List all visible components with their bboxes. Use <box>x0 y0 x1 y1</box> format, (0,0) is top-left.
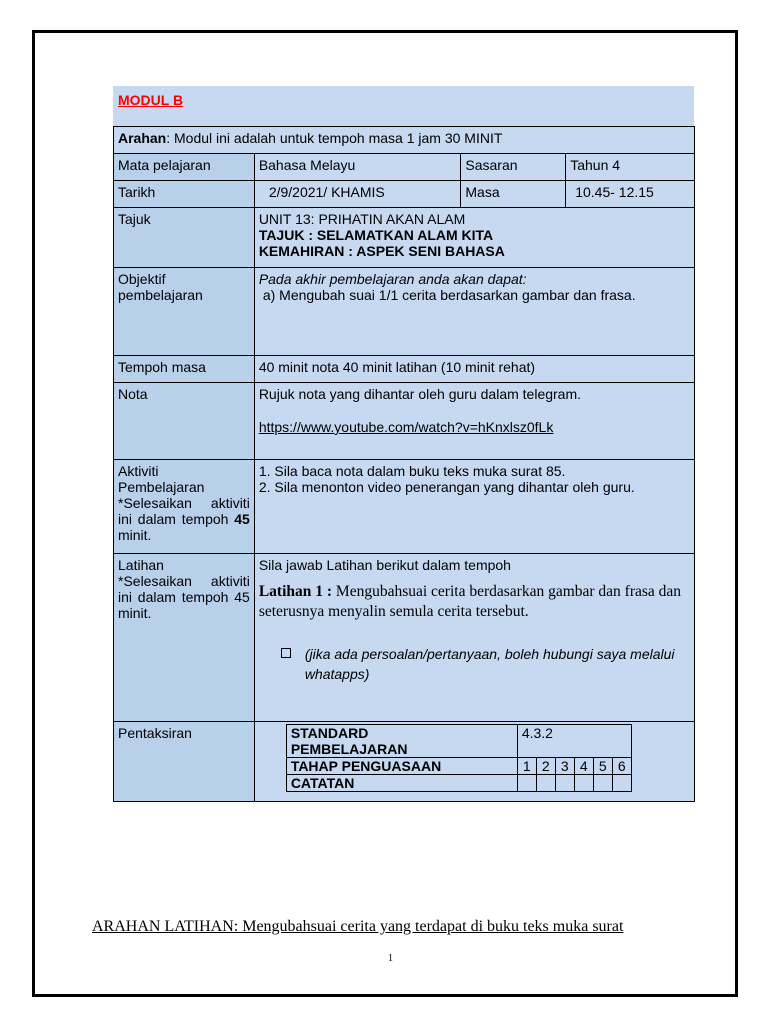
latihan-intro: Sila jawab Latihan berikut dalam tempoh <box>258 557 511 573</box>
module-table <box>113 126 695 802</box>
catatan-row <box>286 775 631 792</box>
tajuk-label: Tajuk <box>114 208 255 268</box>
aktiviti-label-line1: Aktiviti <box>118 463 159 479</box>
latihan-label-note: *Selesaikan aktiviti ini dalam tempoh 45 minit. <box>118 573 250 621</box>
latihan-row <box>114 554 695 722</box>
aktiviti-item: 2. Sila menonton video penerangan yang dihantar oleh guru. <box>258 479 635 495</box>
aktiviti-list <box>259 463 690 495</box>
tarikh-label: Tarikh <box>114 181 255 208</box>
tarikh-row <box>114 181 695 208</box>
mata-pelajaran-value: Bahasa Melayu <box>254 154 461 181</box>
latihan-note-item <box>259 644 690 684</box>
assessment-table <box>286 724 632 792</box>
level-6: 6 <box>612 758 631 775</box>
arahan-label: Arahan <box>118 130 167 146</box>
level-2: 2 <box>536 758 555 775</box>
nota-youtube-link[interactable]: https://www.youtube.com/watch?v=hKnxlsz0fLk <box>258 419 554 435</box>
mata-pelajaran-label: Mata pelajaran <box>114 154 255 181</box>
module-title: MODUL B <box>118 92 184 108</box>
tempoh-masa-label: Tempoh masa <box>114 356 255 383</box>
pentaksiran-row <box>114 722 695 802</box>
tarikh-value: 2/9/2021/ KHAMIS <box>254 181 461 208</box>
arahan-cell <box>114 127 695 154</box>
latihan-note: (jika ada persoalan/pertanyaan, boleh hubungi saya melalui whatapps) <box>304 646 675 682</box>
masa-label: Masa <box>461 181 566 208</box>
latihan-label <box>114 554 255 722</box>
sasaran-value: Tahun 4 <box>566 154 695 181</box>
pentaksiran-label: Pentaksiran <box>114 722 255 802</box>
tajuk-title: TAJUK : SELAMATKAN ALAM KITA <box>258 227 494 243</box>
nota-text: Rujuk nota yang dihantar oleh guru dalam telegram. <box>258 386 582 402</box>
catatan-cell <box>517 775 536 792</box>
aktiviti-label <box>114 460 255 554</box>
catatan-cell <box>593 775 612 792</box>
nota-row <box>114 383 695 460</box>
catatan-cell <box>574 775 593 792</box>
objektif-label-line2: pembelajaran <box>118 287 203 303</box>
module-header <box>113 86 694 126</box>
tajuk-unit: UNIT 13: PRIHATIN AKAN ALAM <box>258 211 466 227</box>
standard-label: STANDARD PEMBELAJARAN <box>286 725 517 758</box>
mata-pelajaran-row <box>114 154 695 181</box>
tajuk-content <box>254 208 694 268</box>
masa-value: 10.45- 12.15 <box>566 181 695 208</box>
standard-value: 4.3.2 <box>517 725 631 758</box>
aktiviti-label-line2: Pembelajaran <box>118 479 205 495</box>
aktiviti-item: 1. Sila baca nota dalam buku teks muka surat 85. <box>258 463 566 479</box>
objektif-row <box>114 268 695 356</box>
page-number: 1 <box>388 953 393 964</box>
aktiviti-label-note: *Selesaikan aktiviti ini dalam tempoh 45 minit. <box>118 495 250 543</box>
objektif-label-line1: Objektif <box>118 271 166 287</box>
tempoh-masa-value: 40 minit nota 40 minit latihan (10 minit rehat) <box>254 356 694 383</box>
level-1: 1 <box>517 758 536 775</box>
latihan-1-text: Latihan 1 : Mengubahsuai cerita berdasarkan gambar dan frasa dan seterusnya menyalin semula cerita tersebut. <box>258 583 682 620</box>
level-5: 5 <box>593 758 612 775</box>
objektif-label <box>114 268 255 356</box>
latihan-label-line1: Latihan <box>118 557 164 573</box>
catatan-cell <box>612 775 631 792</box>
catatan-cell <box>536 775 555 792</box>
tajuk-row <box>114 208 695 268</box>
nota-content <box>254 383 694 460</box>
standard-row <box>286 725 631 758</box>
objektif-content <box>254 268 694 356</box>
aktiviti-row <box>114 460 695 554</box>
sasaran-label: Sasaran <box>461 154 566 181</box>
latihan-content <box>254 554 694 722</box>
tahap-label: TAHAP PENGUASAAN <box>286 758 517 775</box>
arahan-row <box>114 127 695 154</box>
catatan-cell <box>555 775 574 792</box>
bottom-instruction: ARAHAN LATIHAN: Mengubahsuai cerita yang terdapat di buku teks muka surat <box>92 918 624 935</box>
checkbox-bullet-icon <box>281 648 291 658</box>
catatan-label: CATATAN <box>286 775 517 792</box>
tahap-row <box>286 758 631 775</box>
level-4: 4 <box>574 758 593 775</box>
aktiviti-content <box>254 460 694 554</box>
level-3: 3 <box>555 758 574 775</box>
objektif-intro: Pada akhir pembelajaran anda akan dapat: <box>258 271 527 287</box>
nota-label: Nota <box>114 383 255 460</box>
arahan-text: : Modul ini adalah untuk tempoh masa 1 jam 30 MINIT <box>166 130 503 146</box>
tajuk-kemahiran: KEMAHIRAN : ASPEK SENI BAHASA <box>258 243 505 259</box>
objektif-item: a) Mengubah suai 1/1 cerita berdasarkan gambar dan frasa. <box>262 287 636 303</box>
tempoh-masa-row <box>114 356 695 383</box>
pentaksiran-content <box>254 722 694 802</box>
